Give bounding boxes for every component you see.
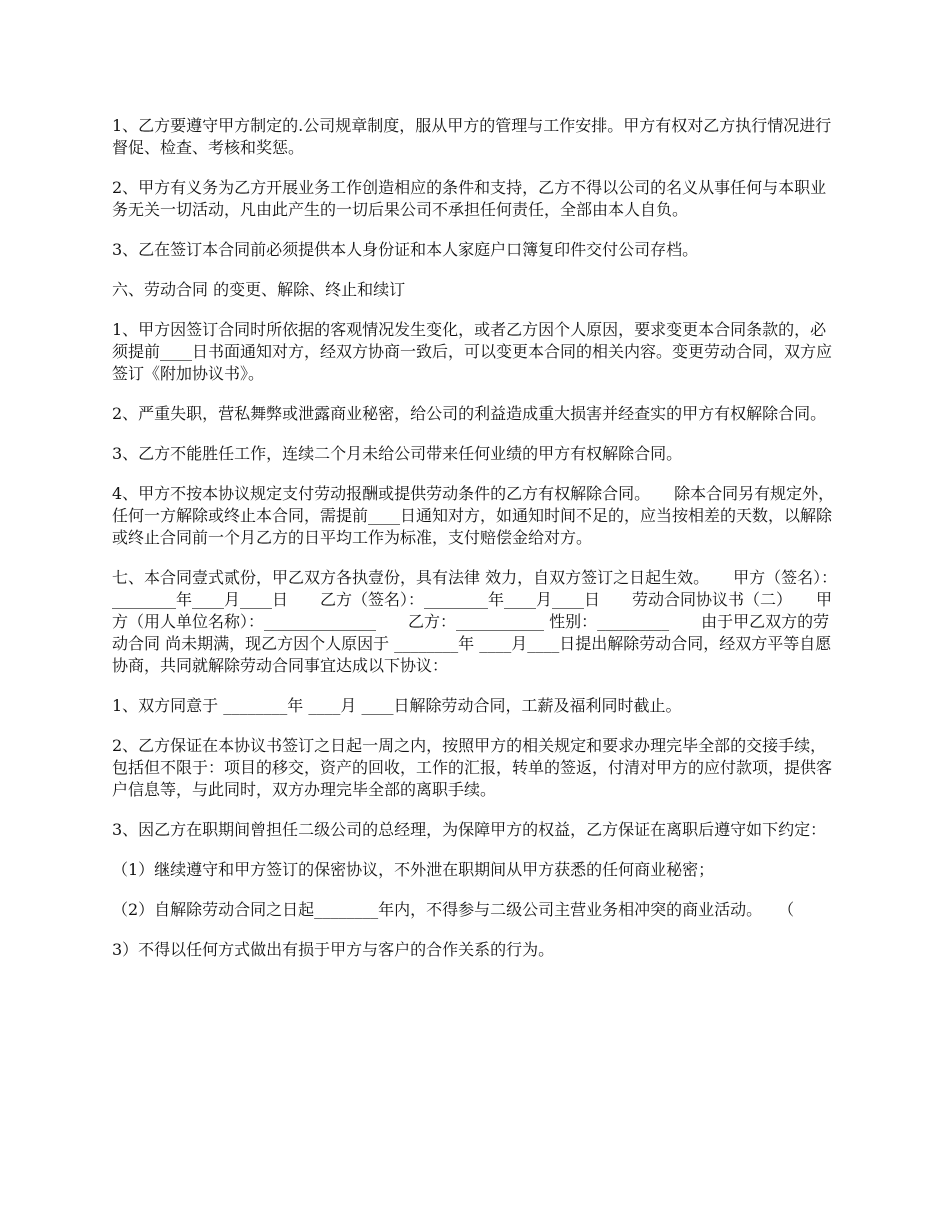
document-page (112, 115, 838, 961)
paragraph-change-2: 2、严重失职，营私舞弊或泄露商业秘密，给公司的利益造成重大损害并经查实的甲方有权解除合同。 (112, 404, 827, 423)
paragraph-1: 1、乙方要遵守甲方制定的.公司规章制度，服从甲方的管理与工作安排。甲方有权对乙方执行情况进行督促、检查、考核和奖惩。 (112, 116, 832, 157)
paragraph-2: 2、甲方有义务为乙方开展业务工作创造相应的条件和支持，乙方不得以公司的名义从事任何与本职业务无关一切活动，凡由此产生的一切后果公司不承担任何责任，全部由本人自负。 (112, 178, 827, 219)
paragraph-change-4: 4、甲方不按本协议规定支付劳动报酬或提供劳动条件的乙方有权解除合同。 除本合同另有规定外，任何一方解除或终止本合同，需提前____日通知对方，如通知时间不足的，应当按相差的天数，以解除或终止合同前一个月乙方的日平均工作为标准，支付赔偿金给对方。 (112, 484, 835, 547)
section-heading-6: 六、劳动合同 的变更、解除、终止和续订 (112, 280, 406, 299)
paragraph-3: 3、乙在签订本合同前必须提供本人身份证和本人家庭户口簿复印件交付公司存档。 (112, 240, 699, 259)
agreement-item-3-sub-1: （1）继续遵守和甲方签订的保密协议，不外泄在职期间从甲方获悉的任何商业秘密； (112, 860, 715, 879)
agreement-item-3-sub-3: 3）不得以任何方式做出有损于甲方与客户的合作关系的行为。 (112, 940, 555, 959)
agreement-item-1: 1、双方同意于 ________年 ____月 ____日解除劳动合同，工薪及福利同时截止。 (112, 696, 682, 715)
section-7-and-agreement-intro: 七、本合同壹式贰份，甲乙双方各执壹份，具有法律 效力，自双方签订之日起生效。 甲方（签名）：________年____月____日 乙方（签名）：________年____月____日 劳动合同协议书（二） 甲方（用人单位名称）：______________ 乙方：___________ 性别：_________ 由于甲乙双方的劳动合同 尚未期满，现乙方因个人原因于 ________年 ____月____日提出解除劳动合同，经双方平等自愿协商，共同就解除劳动合同事宜达成以下协议： (112, 568, 838, 675)
paragraph-change-1: 1、甲方因签订合同时所依据的客观情况发生变化，或者乙方因个人原因，要求变更本合同条款的，必须提前____日书面通知对方，经双方协商一致后，可以变更本合同的相关内容。变更劳动合同，双方应签订《附加协议书》。 (112, 320, 833, 383)
paragraph-change-3: 3、乙方不能胜任工作，连续二个月未给公司带来任何业绩的甲方有权解除合同。 (112, 444, 683, 463)
agreement-item-3-sub-2: （2）自解除劳动合同之日起________年内，不得参与二级公司主营业务相冲突的商业活动。 （ (112, 900, 795, 919)
agreement-item-2: 2、乙方保证在本协议书签订之日起一周之内，按照甲方的相关规定和要求办理完毕全部的交接手续，包括但不限于：项目的移交，资产的回收，工作的汇报，转单的签返，付清对甲方的应付款项，提供客户信息等，与此同时，双方办理完毕全部的离职手续。 (112, 736, 833, 799)
agreement-item-3: 3、因乙方在职期间曾担任二级公司的总经理，为保障甲方的权益，乙方保证在离职后遵守如下约定： (112, 820, 827, 839)
